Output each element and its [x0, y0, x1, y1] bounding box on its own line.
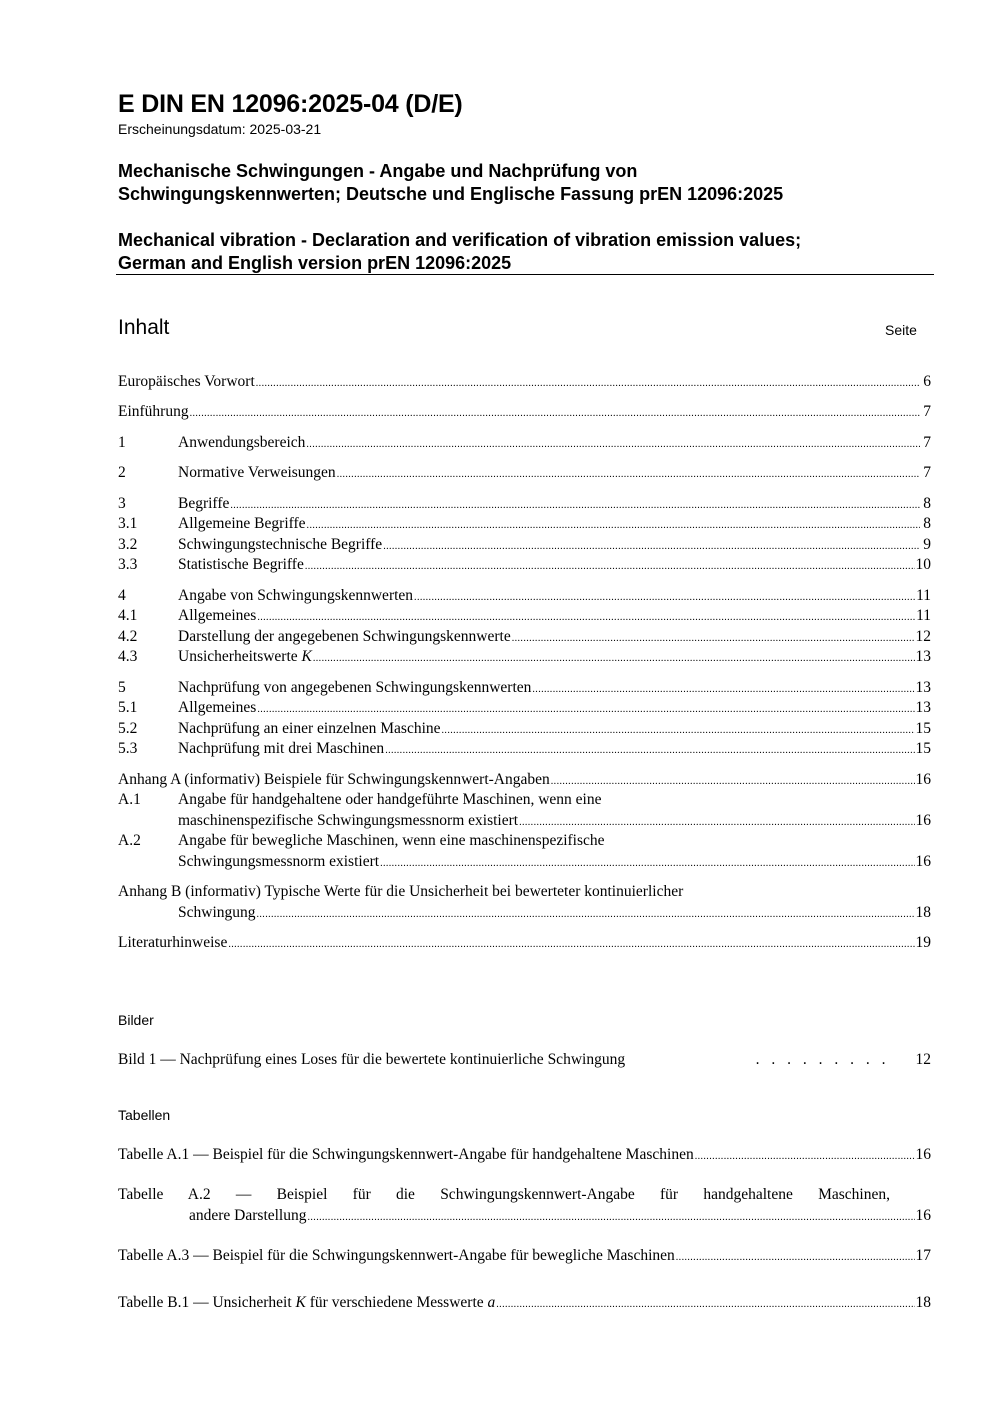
title-german [118, 160, 918, 206]
toc-entry-page: 19 [915, 934, 931, 951]
toc-entry-title: Nachprüfung an einer einzelnen Maschine [178, 720, 441, 737]
toc-leader [305, 554, 915, 575]
toc-entry[interactable] [118, 585, 931, 606]
table-entry-title-continued: andere Darstellung [189, 1207, 307, 1224]
toc-entry-title: Angabe für bewegliche Maschinen, wenn eine maschinenspezifische [178, 832, 605, 849]
toc-entry-page: 10 [915, 556, 931, 573]
toc-leader [230, 493, 920, 514]
table-entry[interactable] [118, 1144, 931, 1165]
toc-leader [228, 932, 914, 953]
toc-leader [442, 718, 915, 739]
toc-entry-title: Anhang A (informativ) Beispiele für Schwingungskennwert-Angaben [118, 771, 550, 788]
title-english-line2: German and English version prEN 12096:2025 [118, 253, 512, 273]
toc-entry[interactable] [118, 769, 931, 790]
toc-entry[interactable] [178, 902, 931, 923]
toc-entry-number: 4.3 [118, 648, 138, 665]
toc-leader [414, 585, 915, 606]
toc-entry-number: 5.1 [118, 699, 138, 716]
toc-leader [257, 605, 915, 626]
toc-entry-title: Allgemeines [178, 699, 257, 716]
toc-entry-page: 15 [915, 720, 931, 737]
toc-entry[interactable] [118, 677, 931, 698]
table-entry-title: Tabelle A.3 — Beispiel für die Schwingungskennwert-Angabe für bewegliche Maschinen [118, 1247, 675, 1264]
toc-entry-title: Anhang B (informativ) Typische Werte für die Unsicherheit bei bewerteter kontinuierlicher [118, 883, 684, 900]
toc-entry-page: 18 [915, 904, 931, 921]
figure-leader: . . . . . . . . . [755, 1051, 890, 1068]
toc-entry-page: 11 [916, 587, 931, 604]
table-entry-title-text: Tabelle B.1 — Unsicherheit [118, 1294, 292, 1311]
table-entry-title: Tabelle A.2 — Beispiel für die Schwingungskennwert-Angabe für handgehaltene Maschinen, [118, 1186, 890, 1203]
figure-entry[interactable] [118, 1049, 931, 1070]
toc-entry[interactable] [118, 626, 931, 647]
toc-leader [313, 646, 915, 667]
toc-heading: Inhalt [118, 316, 170, 339]
toc-leader [532, 677, 914, 698]
toc-entry-number: 3.2 [118, 536, 138, 553]
toc-leader [695, 1144, 915, 1165]
toc-entry-page: 7 [923, 403, 931, 420]
toc-entry-page: 16 [915, 812, 931, 829]
toc-entry-title: Allgemeines [178, 607, 257, 624]
toc-entry-page: 13 [915, 648, 931, 665]
toc-entry[interactable] [118, 697, 931, 718]
toc-leader [551, 769, 915, 790]
toc-entry-title-text: Unsicherheitswerte [178, 648, 298, 665]
toc-page-label: Seite [885, 322, 917, 338]
toc-entry-title: Schwingungstechnische Begriffe [178, 536, 383, 553]
toc-entry[interactable] [118, 534, 931, 555]
toc-entry-page: 13 [915, 699, 931, 716]
toc-leader [308, 1205, 915, 1226]
toc-leader [190, 401, 920, 422]
table-entry-page: 18 [915, 1294, 931, 1311]
toc-entry[interactable] [178, 851, 931, 872]
toc-entry-title-symbol: K [301, 648, 312, 665]
toc-entry[interactable] [118, 932, 931, 953]
toc-leader [337, 462, 920, 483]
toc-entry[interactable] [118, 493, 931, 514]
toc-leader [257, 697, 914, 718]
toc-entry-number: 2 [118, 464, 126, 481]
toc-entry[interactable] [118, 513, 931, 534]
toc-entry[interactable] [118, 738, 931, 759]
toc-entry-title: Angabe von Schwingungskennwerten [178, 587, 414, 604]
toc-entry-title: Anwendungsbereich [178, 434, 306, 451]
toc-entry[interactable] [118, 718, 931, 739]
toc-entry-title: Normative Verweisungen [178, 464, 336, 481]
toc-entry-title-continued: Schwingung [178, 904, 256, 921]
toc-entry[interactable] [118, 646, 931, 667]
toc-entry-number: A.2 [118, 832, 141, 849]
toc-entry-title: Nachprüfung von angegebenen Schwingungskennwerten [178, 679, 532, 696]
toc-entry-number: 4.1 [118, 607, 138, 624]
title-english [118, 229, 918, 275]
figure-entry-page: 12 [915, 1051, 931, 1068]
table-entry-title-symbol: K [295, 1294, 306, 1311]
toc-entry-number: 4.2 [118, 628, 138, 645]
title-english-line1: Mechanical vibration - Declaration and verification of vibration emission values; [118, 230, 802, 250]
toc-entry-page: 13 [915, 679, 931, 696]
toc-entry-title: Europäisches Vorwort [118, 373, 255, 390]
toc-entry-title: Angabe für handgehaltene oder handgeführte Maschinen, wenn eine [178, 791, 602, 808]
toc-entry-page: 8 [923, 515, 931, 532]
toc-entry[interactable] [118, 371, 931, 392]
toc-entry[interactable] [178, 810, 931, 831]
toc-leader [496, 1292, 914, 1313]
toc-entry-title: Statistische Begriffe [178, 556, 304, 573]
toc-entry-page: 11 [916, 607, 931, 624]
toc-entry-title [178, 646, 312, 667]
figures-heading: Bilder [118, 1012, 154, 1028]
toc-entry-title: Nachprüfung mit drei Maschinen [178, 740, 385, 757]
toc-entry[interactable] [118, 401, 931, 422]
table-entry-page: 16 [915, 1146, 931, 1163]
table-entry[interactable] [118, 1245, 931, 1266]
toc-entry[interactable] [118, 605, 931, 626]
publication-date: Erscheinungsdatum: 2025-03-21 [118, 121, 322, 137]
title-german-line1: Mechanische Schwingungen - Angabe und Nachprüfung von [118, 161, 638, 181]
table-entry[interactable] [118, 1292, 931, 1313]
table-entry-page: 16 [915, 1207, 931, 1224]
toc-leader [256, 371, 920, 392]
table-entry-title [118, 1292, 495, 1313]
toc-leader [306, 432, 920, 453]
toc-entry-page: 7 [923, 464, 931, 481]
toc-entry-number: 3 [118, 495, 126, 512]
toc-entry-page: 12 [915, 628, 931, 645]
toc-leader [307, 513, 920, 534]
toc-entry[interactable] [118, 462, 931, 483]
toc-leader [676, 1245, 915, 1266]
toc-entry-number: 1 [118, 434, 126, 451]
table-entry-page: 17 [915, 1247, 931, 1264]
toc-entry-title: Darstellung der angegebenen Schwingungskennwerte [178, 628, 511, 645]
tables-heading: Tabellen [118, 1107, 171, 1123]
toc-entry-page: 16 [915, 853, 931, 870]
toc-leader [519, 810, 914, 831]
toc-entry-number: 4 [118, 587, 126, 604]
toc-entry-number: A.1 [118, 791, 141, 808]
toc-entry-page: 16 [915, 771, 931, 788]
table-entry[interactable] [189, 1205, 931, 1226]
toc-entry-number: 3.1 [118, 515, 138, 532]
toc-entry[interactable] [118, 432, 931, 453]
table-entry-title: Tabelle A.1 — Beispiel für die Schwingungskennwert-Angabe für handgehaltene Maschinen [118, 1146, 694, 1163]
toc-entry-page: 8 [923, 495, 931, 512]
toc-entry-title: Einführung [118, 403, 189, 420]
toc-entry-page: 6 [923, 373, 931, 390]
header-divider [116, 274, 934, 275]
toc-entry-title-continued: maschinenspezifische Schwingungsmessnorm existiert [178, 812, 519, 829]
toc-entry-title-continued: Schwingungsmessnorm existiert [178, 853, 380, 870]
toc-entry-title: Begriffe [178, 495, 230, 512]
toc-entry-title: Literaturhinweise [118, 934, 228, 951]
toc-entry-number: 5.2 [118, 720, 138, 737]
toc-leader [383, 534, 920, 555]
table-entry-title-symbol-2: a [487, 1294, 496, 1311]
toc-leader [257, 902, 915, 923]
title-german-line2: Schwingungskennwerten; Deutsche und Englische Fassung prEN 12096:2025 [118, 184, 784, 204]
toc-entry-page: 7 [923, 434, 931, 451]
toc-entry[interactable] [118, 554, 931, 575]
table-entry-title-text-rest: für verschiedene Messwerte [309, 1294, 484, 1311]
toc-leader [385, 738, 914, 759]
toc-entry-number: 3.3 [118, 556, 138, 573]
document-id: E DIN EN 12096:2025-04 (D/E) [118, 90, 463, 118]
toc-entry-number: 5 [118, 679, 126, 696]
toc-entry-page: 15 [915, 740, 931, 757]
toc-leader [512, 626, 915, 647]
toc-entry-number: 5.3 [118, 740, 138, 757]
toc-leader [380, 851, 914, 872]
toc-entry-title: Allgemeine Begriffe [178, 515, 306, 532]
toc-entry-page: 9 [923, 536, 931, 553]
figure-entry-title: Bild 1 — Nachprüfung eines Loses für die bewertete kontinuierliche Schwingung [118, 1051, 626, 1068]
